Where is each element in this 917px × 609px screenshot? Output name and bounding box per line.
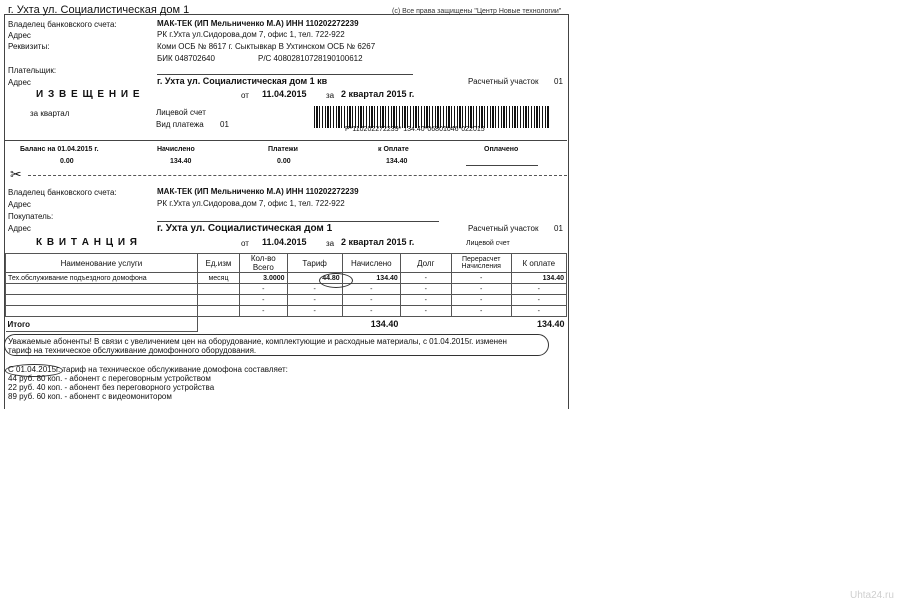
col-charged: Начислено (342, 254, 400, 273)
cell: - (451, 295, 511, 306)
balance-value-3: 0.00 (277, 158, 291, 165)
company-bank: Коми ОСБ № 8617 г. Сыктывкар В Ухтинском ОСБ № 6267 (157, 42, 376, 51)
account-label-2: Лицевой счет (466, 240, 510, 247)
balance-header-5: Оплачено (484, 146, 519, 153)
cell (6, 295, 198, 306)
cell: - (287, 295, 342, 306)
payer-label: Плательщик: (8, 66, 57, 75)
copyright-text: (с) Все права защищены "Центр Новые технологии" (392, 8, 562, 15)
col-topay: К оплате (511, 254, 566, 273)
for-label: за (326, 91, 335, 100)
cell: - (342, 284, 400, 295)
total-charged: 134.40 (370, 319, 399, 330)
table-header-row (6, 254, 567, 273)
balance-header-3: Платежи (268, 146, 298, 153)
cut-line (28, 175, 567, 176)
cell: 44.80 (287, 273, 342, 284)
receipt-date: 11.04.2015 (262, 237, 307, 247)
cell: - (511, 284, 566, 295)
table-row (6, 284, 567, 295)
quarter-label: за квартал (30, 109, 70, 118)
balance-value-1: 0.00 (60, 158, 74, 165)
settlement-value: 01 (554, 77, 563, 86)
receipt-title: К В И Т А Н Ц И Я (36, 237, 138, 248)
cell: - (342, 306, 400, 317)
notice-date: 11.04.2015 (262, 89, 307, 99)
announcement-line-1: Уважаемые абоненты! В связи с увеличением цен на оборудование, комплектующие и расходные материалы, с 01.04.2015г. изменен (8, 337, 507, 346)
cell (197, 306, 239, 317)
cell: - (451, 284, 511, 295)
buyer-label: Покупатель: (8, 212, 54, 221)
company-rs: Р/С 40802810728190100612 (258, 54, 363, 63)
from-label-2: от (241, 239, 249, 248)
cell: - (400, 284, 451, 295)
table-row (6, 273, 567, 284)
announcement-line-2: тариф на техническое обслуживание домофонного оборудования. (8, 346, 257, 355)
col-unit: Ед.изм (197, 254, 239, 273)
cell: Тех.обслуживание подъездного домофона (6, 273, 198, 284)
company-address: РК г.Ухта ул.Сидорова,дом 7, офис 1, тел. 722-922 (157, 30, 345, 39)
barcode (314, 106, 550, 128)
company-bik: БИК 048702640 (157, 54, 215, 63)
announcement-line-3: С 01.04.2015г. тариф на техническое обслуживание домофона составляет: (8, 365, 288, 374)
table-row (6, 295, 567, 306)
cell (6, 284, 198, 295)
cell: - (240, 295, 287, 306)
paid-underline (466, 165, 538, 166)
announcement-line-5: 22 руб. 40 коп. - абонент без переговорного устройства (8, 383, 215, 392)
company-name: МАК-ТЕК (ИП Мельниченко М.А) ИНН 110202272239 (157, 19, 359, 28)
account-label: Лицевой счет (156, 108, 206, 117)
notice-period: 2 квартал 2015 г. (341, 89, 415, 99)
top-title: г. Ухта ул. Социалистическая дом 1 (8, 4, 190, 16)
settlement-label: Расчетный участок (468, 77, 539, 86)
company-name-2: МАК-ТЕК (ИП Мельниченко М.А) ИНН 110202272239 (157, 187, 359, 196)
address-label-2: Адрес (8, 78, 31, 87)
balance-value-2: 134.40 (170, 158, 192, 165)
cell: - (511, 306, 566, 317)
balance-header-2: Начислено (157, 146, 195, 153)
col-tariff: Тариф (287, 254, 342, 273)
payment-type-label: Вид платежа (156, 120, 204, 129)
payment-type-value: 01 (220, 120, 229, 129)
barcode-text: Р*110202272239* 134.40*06801046*022015 (345, 126, 485, 133)
watermark: Uhta24.ru (850, 590, 894, 601)
notice-address: г. Ухта ул. Социалистическая дом 1 кв (157, 76, 328, 86)
services-table (5, 253, 567, 332)
payer-underline (157, 74, 413, 75)
total-label: Итого (6, 317, 198, 332)
balance-header-1: Баланс на 01.04.2015 г. (20, 146, 99, 153)
cell: - (342, 295, 400, 306)
scissors-icon: ✂ (10, 166, 22, 182)
total-row (6, 317, 567, 332)
cell: - (400, 273, 451, 284)
announcement-line-4: 44 руб. 80 коп. - абонент с переговорным устройством (8, 374, 211, 383)
col-service: Наименование услуги (6, 254, 198, 273)
address-label-4: Адрес (8, 224, 31, 233)
cell: - (400, 295, 451, 306)
for-label-2: за (326, 239, 335, 248)
buyer-underline (157, 221, 439, 222)
cell: месяц (197, 273, 239, 284)
notice-title: И З В Е Щ Е Н И Е (36, 89, 141, 100)
cell: - (451, 273, 511, 284)
cell (197, 295, 239, 306)
cell (197, 284, 239, 295)
cell (6, 306, 198, 317)
cell: - (511, 295, 566, 306)
balance-value-4: 134.40 (386, 158, 408, 165)
tariff-circle (319, 273, 353, 288)
company-address-2: РК г.Ухта ул.Сидорова,дом 7, офис 1, тел. 722-922 (157, 199, 345, 208)
col-recalc: Перерасчет Начисления (451, 254, 511, 273)
from-label: от (241, 91, 249, 100)
settlement-label-2: Расчетный участок (468, 224, 539, 233)
total-pay: 134.40 (536, 319, 565, 330)
table-row (6, 306, 567, 317)
owner-label-2: Владелец банковского счета: (8, 188, 117, 197)
cell: 134.40 (511, 273, 566, 284)
col-qty: Кол-во Всего (240, 254, 287, 273)
balance-divider (4, 140, 567, 141)
owner-label: Владелец банковского счета: (8, 20, 117, 29)
announcement-line-6: 89 руб. 60 коп. - абонент с видеомонитором (8, 392, 172, 401)
address-label-3: Адрес (8, 200, 31, 209)
cell: - (287, 306, 342, 317)
cell: - (451, 306, 511, 317)
receipt-period: 2 квартал 2015 г. (341, 237, 415, 247)
receipt-address: г. Ухта ул. Социалистическая дом 1 (157, 223, 333, 234)
cell: - (240, 306, 287, 317)
balance-header-4: к Оплате (378, 146, 409, 153)
cell: - (287, 284, 342, 295)
col-debt: Долг (400, 254, 451, 273)
cell: - (240, 284, 287, 295)
requisites-label: Реквизиты: (8, 42, 50, 51)
cell: - (400, 306, 451, 317)
cell: 3.0000 (240, 273, 287, 284)
cell: 134.40 (342, 273, 400, 284)
settlement-value-2: 01 (554, 224, 563, 233)
address-label: Адрес (8, 31, 31, 40)
